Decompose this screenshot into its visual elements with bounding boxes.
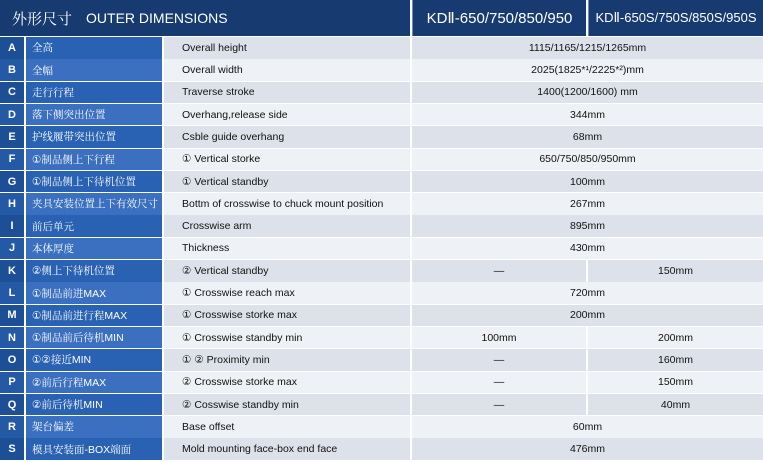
row-value: 720mm [412, 282, 763, 304]
row-label-cn: 全幅 [26, 59, 162, 81]
title-cn: 外形尺寸 [12, 10, 73, 28]
row-value: 267mm [412, 193, 763, 215]
row-value-model-1: — [412, 349, 586, 371]
table-row [0, 126, 763, 148]
row-label-en: Overall height [164, 37, 410, 59]
row-label-en: Base offset [164, 416, 410, 438]
row-value: 68mm [412, 126, 763, 148]
row-label-cn: ①制品前后待机MIN [26, 327, 162, 349]
table-row [0, 305, 763, 327]
row-code: F [0, 149, 24, 171]
row-value: 200mm [412, 305, 763, 327]
row-code: A [0, 37, 24, 59]
title-en: OUTER DIMENSIONS [86, 10, 228, 26]
row-value-model-1: 100mm [412, 327, 586, 349]
model-2-header: KDⅡ-650S/750S/850S/950S [588, 0, 763, 36]
row-code: O [0, 349, 24, 371]
row-value: 344mm [412, 104, 763, 126]
table-title [0, 0, 410, 36]
row-code: J [0, 238, 24, 260]
row-label-cn: ②侧上下待机位置 [26, 260, 162, 282]
row-code: P [0, 372, 24, 394]
row-code: I [0, 215, 24, 237]
row-value: 895mm [412, 215, 763, 237]
row-code: S [0, 438, 24, 460]
row-value: 1115/1165/1215/1265mm [412, 37, 763, 59]
row-value: 100mm [412, 171, 763, 193]
row-label-cn: 前后单元 [26, 215, 162, 237]
row-label-cn: 护线履带突出位置 [26, 126, 162, 148]
table-row [0, 327, 763, 349]
table-row [0, 282, 763, 304]
row-code: R [0, 416, 24, 438]
row-label-en: ① Crosswise storke max [164, 305, 410, 327]
row-code: Q [0, 394, 24, 416]
row-label-cn: 落下侧突出位置 [26, 104, 162, 126]
table-row [0, 82, 763, 104]
row-label-en: ① ② Proximity min [164, 349, 410, 371]
row-label-cn: 夹具安装位置上下有效尺寸 [26, 193, 162, 215]
row-label-en: ① Crosswise standby min [164, 327, 410, 349]
row-label-en: Overall width [164, 59, 410, 81]
row-value: 1400(1200/1600) mm [412, 82, 763, 104]
row-code: L [0, 282, 24, 304]
row-value: 430mm [412, 238, 763, 260]
row-label-en: ① Vertical standby [164, 171, 410, 193]
model-1-header: KDⅡ-650/750/850/950 [412, 0, 586, 36]
table-row [0, 215, 763, 237]
table-row [0, 416, 763, 438]
table-row [0, 372, 763, 394]
table-row [0, 59, 763, 81]
row-label-cn: ①②接近MIN [26, 349, 162, 371]
row-value-model-2: 40mm [588, 394, 763, 416]
row-value-model-2: 160mm [588, 349, 763, 371]
row-code: G [0, 171, 24, 193]
row-label-cn: ①制品前进行程MAX [26, 305, 162, 327]
table-row [0, 149, 763, 171]
row-label-cn: ①制品侧上下行程 [26, 149, 162, 171]
row-label-cn: ②前后行程MAX [26, 372, 162, 394]
table-row [0, 394, 763, 416]
row-value-model-1: — [412, 394, 586, 416]
row-label-cn: 架台偏差 [26, 416, 162, 438]
row-label-cn: 全高 [26, 37, 162, 59]
row-value-model-1: — [412, 372, 586, 394]
row-label-en: Bottm of crosswise to chuck mount position [164, 193, 410, 215]
row-code: B [0, 59, 24, 81]
table-row [0, 37, 763, 59]
row-code: H [0, 193, 24, 215]
table-row [0, 104, 763, 126]
row-label-en: Csble guide overhang [164, 126, 410, 148]
row-label-en: Mold mounting face-box end face [164, 438, 410, 460]
row-value-model-2: 200mm [588, 327, 763, 349]
row-code: K [0, 260, 24, 282]
row-label-cn: ①制品前进MAX [26, 282, 162, 304]
row-label-en: ② Vertical standby [164, 260, 410, 282]
row-code: N [0, 327, 24, 349]
table-row [0, 438, 763, 460]
row-value: 2025(1825*¹/2225*²)mm [412, 59, 763, 81]
row-label-en: ① Crosswise reach max [164, 282, 410, 304]
row-label-cn: 走行行程 [26, 82, 162, 104]
row-label-en: ② Crosswise storke max [164, 372, 410, 394]
row-label-cn: ①制品侧上下待机位置 [26, 171, 162, 193]
row-code: E [0, 126, 24, 148]
row-value: 650/750/850/950mm [412, 149, 763, 171]
table-row [0, 238, 763, 260]
row-value-model-1: — [412, 260, 586, 282]
row-value: 476mm [412, 438, 763, 460]
row-label-en: Overhang,release side [164, 104, 410, 126]
row-label-cn: 本体厚度 [26, 238, 162, 260]
table-row [0, 349, 763, 371]
table-row [0, 193, 763, 215]
row-value: 60mm [412, 416, 763, 438]
row-value-model-2: 150mm [588, 372, 763, 394]
row-label-en: ① Vertical storke [164, 149, 410, 171]
row-label-cn: 模具安装面-BOX端面 [26, 438, 162, 460]
row-label-en: Thickness [164, 238, 410, 260]
row-label-en: Crosswise arm [164, 215, 410, 237]
row-label-en: Traverse stroke [164, 82, 410, 104]
row-code: C [0, 82, 24, 104]
table-row [0, 171, 763, 193]
row-code: M [0, 305, 24, 327]
row-value-model-2: 150mm [588, 260, 763, 282]
table-row [0, 260, 763, 282]
row-label-cn: ②前后待机MIN [26, 394, 162, 416]
row-label-en: ② Cosswise standby min [164, 394, 410, 416]
row-code: D [0, 104, 24, 126]
